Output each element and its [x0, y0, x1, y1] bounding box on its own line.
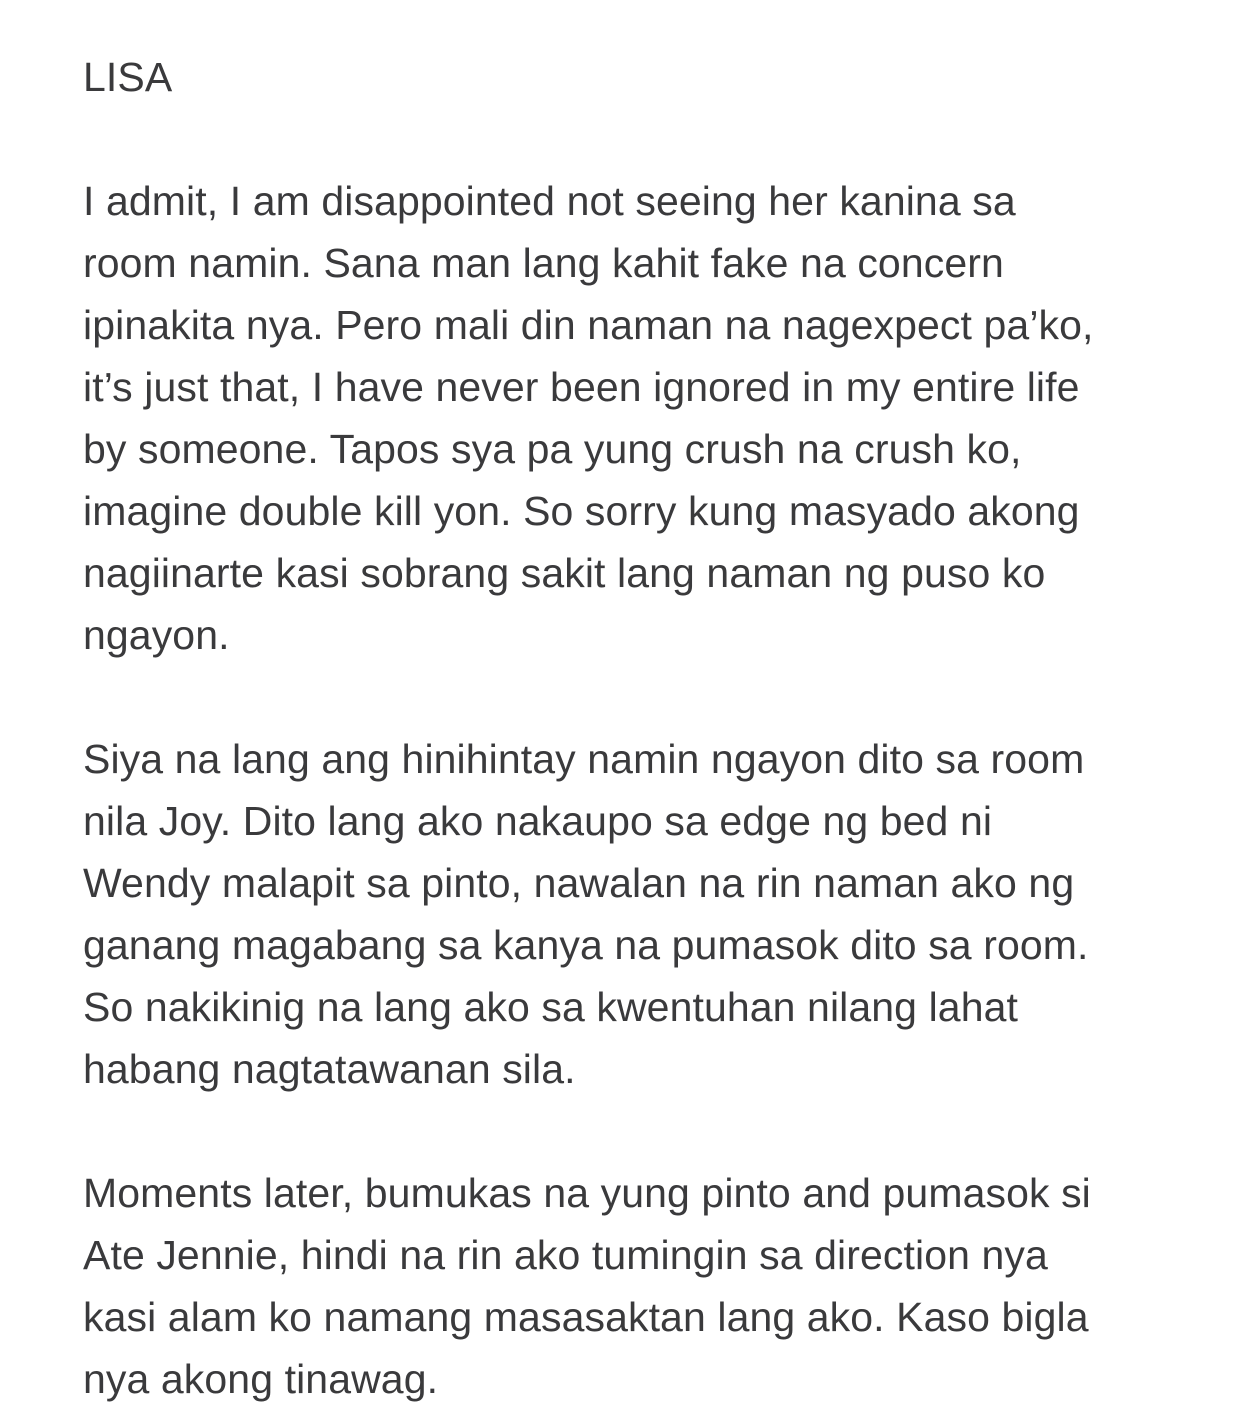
blank-line: [83, 1100, 1183, 1162]
text-line: ganang magabang sa kanya na pumasok dito sa room.: [83, 922, 1089, 968]
note-body: [83, 46, 1183, 1410]
blank-line: [83, 666, 1183, 728]
text-line: it’s just that, I have never been ignored in my entire life: [83, 364, 1080, 410]
blank-line: [83, 108, 1183, 170]
text-line: nya akong tinawag.: [83, 1356, 439, 1402]
note-title: LISA: [83, 54, 173, 100]
text-line: by someone. Tapos sya pa yung crush na crush ko,: [83, 426, 1022, 472]
text-line: Moments later, bumukas na yung pinto and pumasok si: [83, 1170, 1091, 1216]
paragraph-1: [83, 170, 1183, 666]
text-line: So nakikinig na lang ako sa kwentuhan nilang lahat: [83, 984, 1018, 1030]
text-line: room namin. Sana man lang kahit fake na concern: [83, 240, 1004, 286]
text-line: Siya na lang ang hinihintay namin ngayon dito sa room: [83, 736, 1085, 782]
paragraph-2: [83, 728, 1183, 1100]
text-line: Wendy malapit sa pinto, nawalan na rin naman ako ng: [83, 860, 1075, 906]
text-line: imagine double kill yon. So sorry kung masyado akong: [83, 488, 1080, 534]
text-line: kasi alam ko namang masasaktan lang ako. Kaso bigla: [83, 1294, 1089, 1340]
text-line: ngayon.: [83, 612, 230, 658]
text-line: I admit, I am disappointed not seeing her kanina sa: [83, 178, 1016, 224]
text-line: habang nagtatawanan sila.: [83, 1046, 576, 1092]
text-line: ipinakita nya. Pero mali din naman na nagexpect pa’ko,: [83, 302, 1094, 348]
text-line: nila Joy. Dito lang ako nakaupo sa edge ng bed ni: [83, 798, 993, 844]
text-line: nagiinarte kasi sobrang sakit lang naman ng puso ko: [83, 550, 1046, 596]
paragraph-3: [83, 1162, 1183, 1410]
text-line: Ate Jennie, hindi na rin ako tumingin sa direction nya: [83, 1232, 1048, 1278]
